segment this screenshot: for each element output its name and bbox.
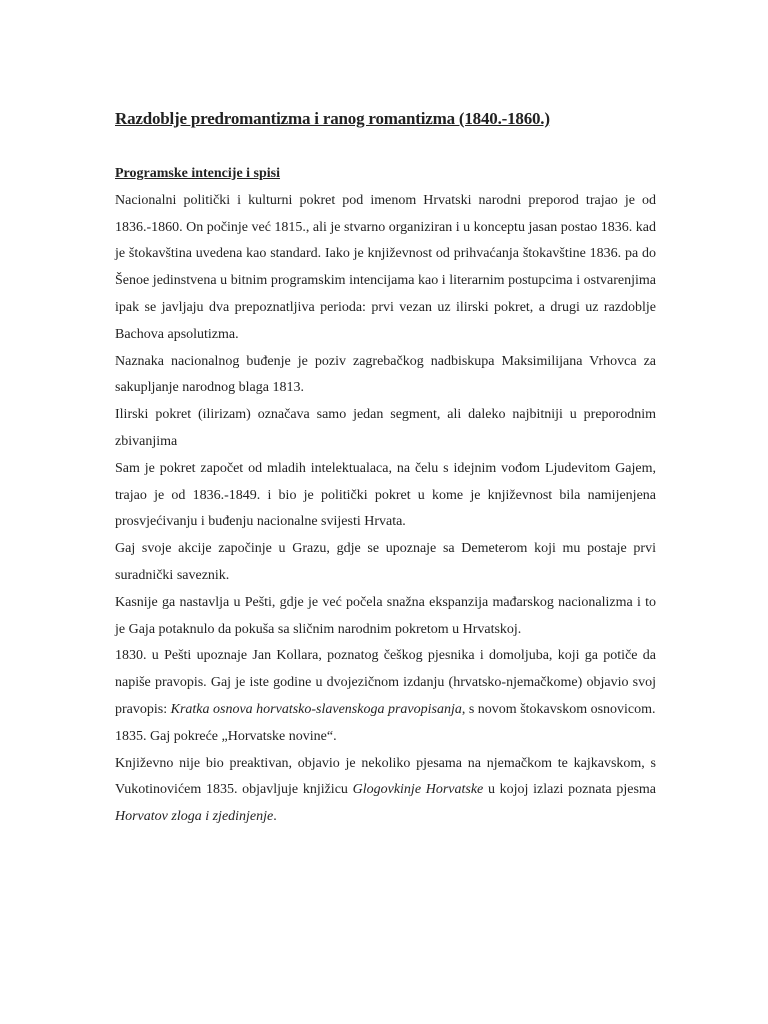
- paragraph-8: 1835. Gaj pokreće „Horvatske novine“.: [115, 728, 337, 744]
- paragraph-9-middle: u kojoj izlazi poznata pjesma: [483, 782, 656, 798]
- paragraph-9-end: .: [273, 809, 277, 825]
- paragraph-9: [115, 751, 656, 831]
- book-title-pravopis: Kratka osnova horvatsko-slavenskoga pravopisanja: [170, 701, 462, 717]
- paragraph-4: Sam je pokret započet od mladih intelektualaca, na čelu s idejnim vođom Ljudevitom Gajem, trajao je od 1836.-1849. i bio je politički pokret u kome je književnost bila namijenjena prosvjećivanju i buđenju nacionalne svijesti Hrvata.: [115, 460, 656, 530]
- paragraph-6: Kasnije ga nastavlja u Pešti, gdje je već počela snažna ekspanzija mađarskog nacionalizma i to je Gaja potaknulo da pokuša sa sličnim narodnim pokretom u Hrvatskoj.: [115, 594, 656, 637]
- paragraph-7-tail: , s novom štokavskom osnovicom.: [461, 701, 656, 717]
- paragraph-9-text: Književno nije bio preaktivan, objavio je nekoliko pjesama na njemačkom te kajkavskom, s Vukotinovićem 1835. objavljuje knjižicu: [115, 755, 656, 798]
- document-page: [115, 107, 656, 831]
- paragraph-1: Nacionalni politički i kulturni pokret pod imenom Hrvatski narodni preporod trajao je od 1836.-1860. On počinje već 1815., ali je stvarno organiziran i u konceptu jasan postao 1836. kad je štokavština uvedena kao standard. Iako je književnost od prihvaćanja štokavštine 1836. pa do Šenoe jedinstvena u bitnim programskim intencijama kao i literarnim postupcima i ostvarenjima ipak se javljaju dva prepoznatljiva perioda: prvi vezan uz ilirski pokret, a drugi uz razdoblje Bachova apsolutizma.: [115, 192, 656, 342]
- paragraph-3: Ilirski pokret (ilirizam) označava samo jedan segment, ali daleko najbitniji u preporodnim zbivanjima: [115, 407, 656, 449]
- paragraph-7: [115, 643, 656, 723]
- poem-title: Horvatov zloga i zjedinjenje: [115, 809, 274, 825]
- paragraph-2: Naznaka nacionalnog buđenje je poziv zagrebačkog nadbiskupa Maksimilijana Vrhovca za sakupljanje narodnog blaga 1813.: [115, 353, 656, 396]
- book-title-glogovkinje: Glogovkinje Horvatske: [352, 782, 484, 798]
- document-title: Razdoblje predromantizma i ranog romantizma (1840.-1860.): [115, 109, 550, 128]
- section-heading: Programske intencije i spisi: [115, 166, 281, 181]
- paragraph-7-text: 1830. u Pešti upoznaje Jan Kollara, poznatog češkog pjesnika i domoljuba, koji ga potiče da napiše pravopis. Gaj je iste godine u dvojezičnom izdanju (hrvatsko-njemačkome) objavio svoj pravopis:: [115, 648, 656, 717]
- paragraph-5: Gaj svoje akcije započinje u Grazu, gdje se upoznaje sa Demeterom koji mu postaje prvi suradnički saveznik.: [115, 541, 656, 583]
